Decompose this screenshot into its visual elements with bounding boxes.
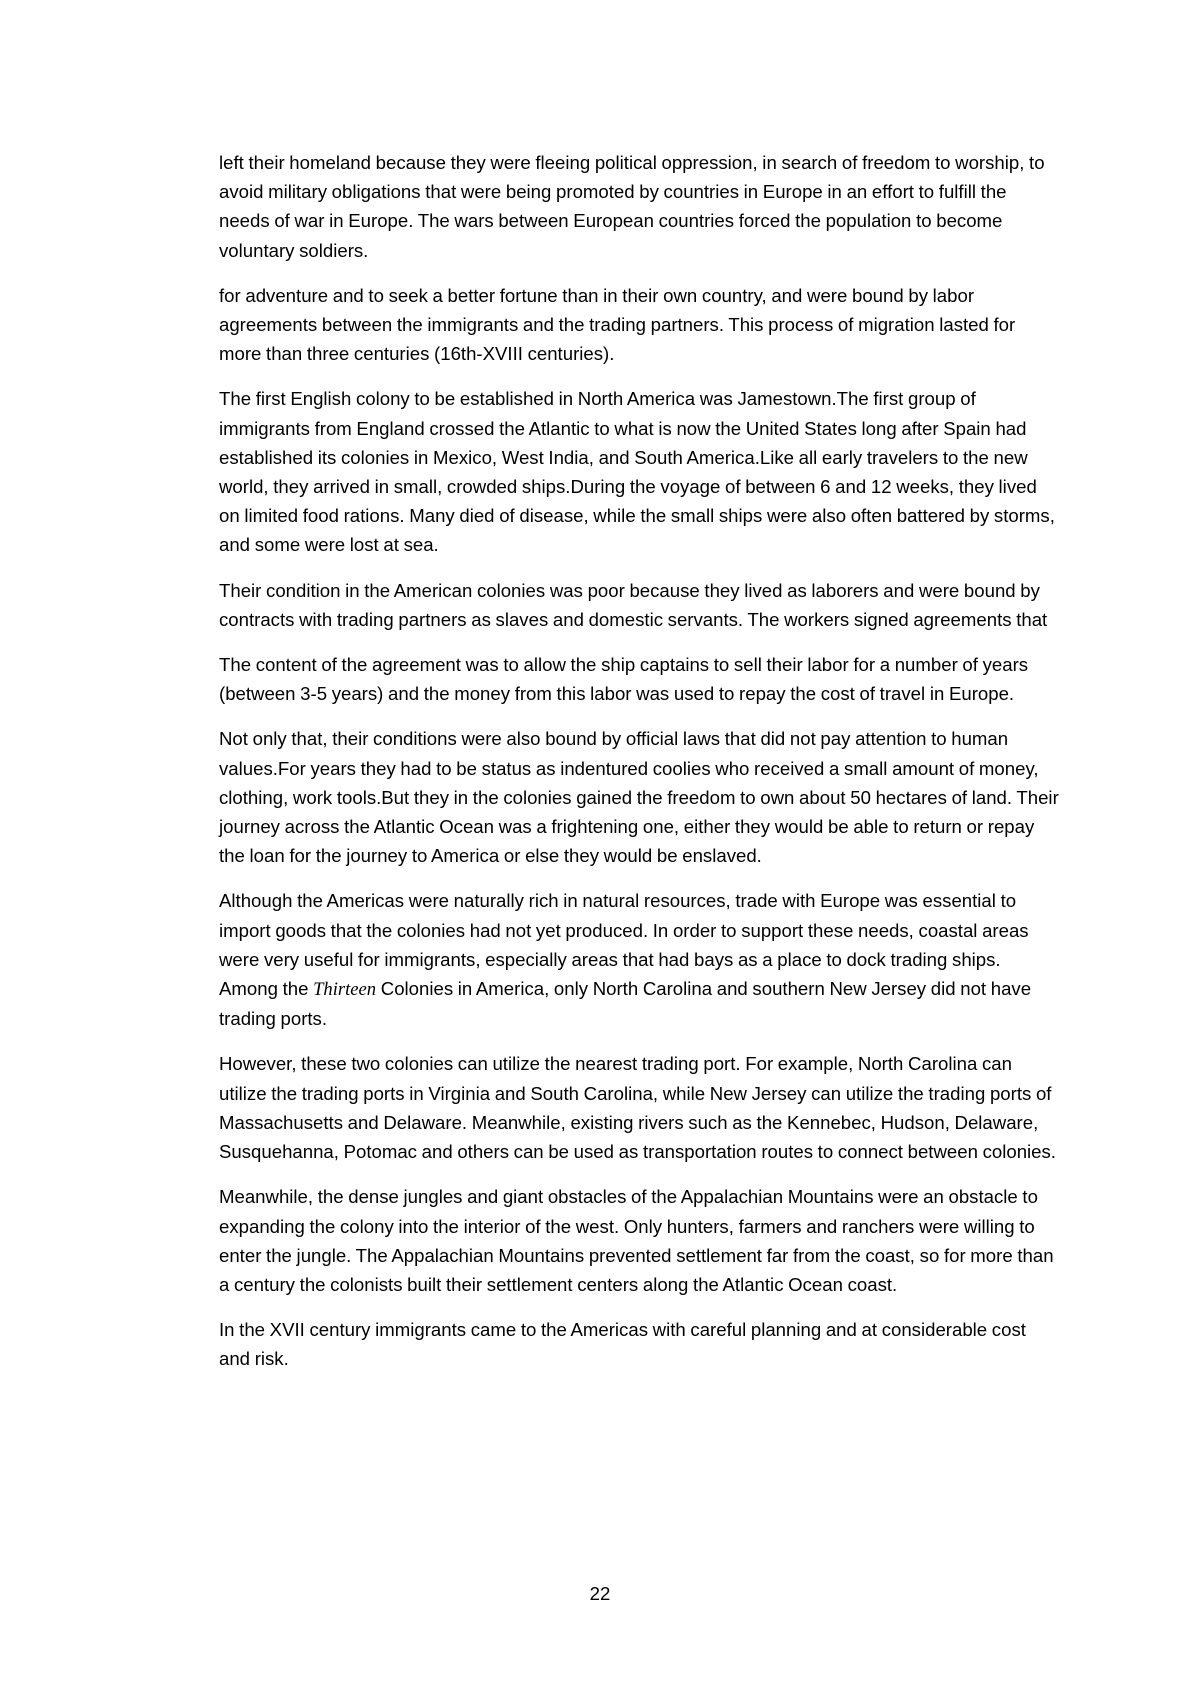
page-number: 22 — [589, 1583, 611, 1604]
paragraph-2: for adventure and to seek a better fortune than in their own country, and were bound by labor agreements between the immigrants and the trading partners. This process of migration lasted for more than three centuries (16th-XVIII centuries). — [219, 284, 1016, 365]
paragraph-1: left their homeland because they were fleeing political oppression, in search of freedom to worship, to avoid military obligations that were being promoted by countries in Europe in an effort to fulfill the needs of war in Europe. The wars between European countries forced the population to become voluntary soldiers. — [219, 152, 1045, 261]
paragraph-10: In the XVII century immigrants came to the Americas with careful planning and at considerable cost and risk. — [219, 1319, 1026, 1370]
paragraph-3: The first English colony to be established in North America was Jamestown.The first group of immigrants from England crossed the Atlantic to what is now the United States long after Spain had established its colonies in Mexico, West India, and South America.Like all early travelers to the new world, they arrived in small, crowded ships.During the voyage of between 6 and 12 weeks, they lived on limited food rations. Many died of disease, while the small ships were also often battered by storms, and some were lost at sea. — [219, 388, 1055, 556]
paragraph-7-after: Colonies in America, only North Carolina and southern New Jersey did not have trading ports. — [219, 978, 1032, 1030]
paragraph-7-before: Although the Americas were naturally rich in natural resources, trade with Europe was essential to import goods that the colonies had not yet produced. In order to support these needs, coastal areas were very useful for immigrants, especially areas that had bays as a place to dock trading ships. Among the — [219, 890, 1029, 1000]
paragraph-4: Their condition in the American colonies was poor because they lived as laborers and were bound by contracts with trading partners as slaves and domestic servants. The workers signed agreements that — [219, 579, 1048, 630]
paragraph-7 — [219, 886, 1059, 1033]
body-text — [219, 148, 1059, 1390]
paragraph-9: Meanwhile, the dense jungles and giant obstacles of the Appalachian Mountains were an obstacle to expanding the colony into the interior of the west. Only hunters, farmers and ranchers were willing to enter the jungle. The Appalachian Mountains prevented settlement far from the coast, so for more than a century the colonists built their settlement centers along the Atlantic Ocean coast. — [219, 1186, 1054, 1295]
paragraph-8: However, these two colonies can utilize the nearest trading port. For example, North Carolina can utilize the trading ports in Virginia and South Carolina, while New Jersey can utilize the trading ports of Massachusetts and Delaware. Meanwhile, existing rivers such as the Kennebec, Hudson, Delaware, Susquehanna, Potomac and others can be used as transportation routes to connect between colonies. — [219, 1053, 1056, 1163]
paragraph-6: Not only that, their conditions were also bound by official laws that did not pay attention to human values.For years they had to be status as indentured coolies who received a small amount of money, clothing, work tools.But they in the colonies gained the freedom to own about 50 hectares of land. Their journey across the Atlantic Ocean was a frightening one, either they would be able to return or repay the loan for the journey to America or else they would be enslaved. — [219, 728, 1059, 867]
emphasis-thirteen: Thirteen — [313, 979, 377, 1001]
paragraph-5: The content of the agreement was to allow the ship captains to sell their labor for a number of years (between 3-5 years) and the money from this labor was used to repay the cost of travel in Europe. — [219, 654, 1029, 705]
